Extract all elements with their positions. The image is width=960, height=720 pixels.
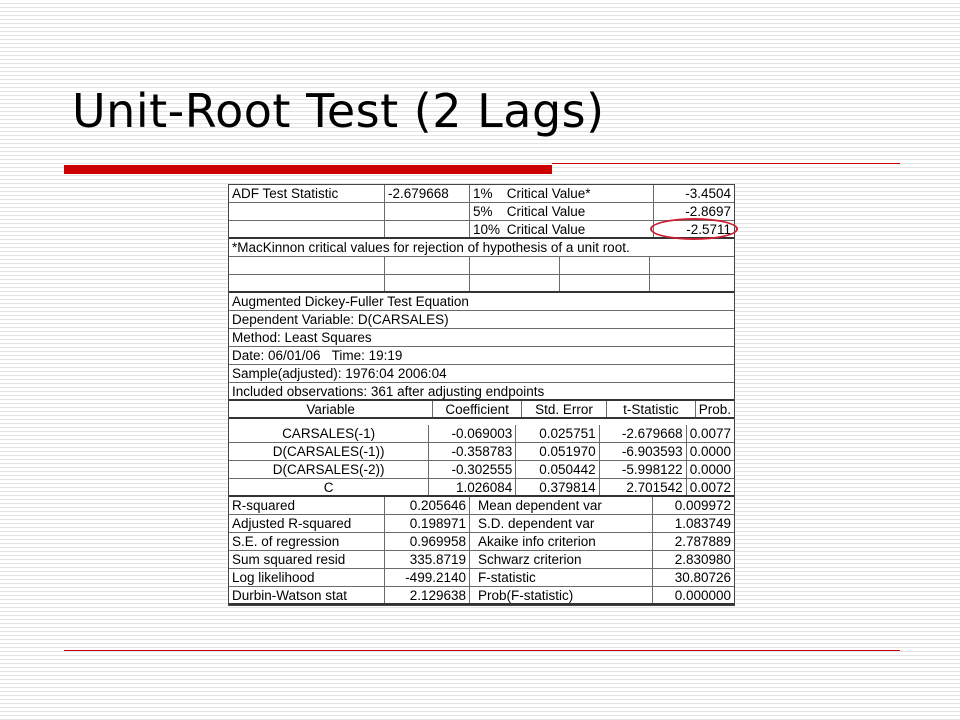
included-observations: Included observations: 361 after adjusting endpoints [229,383,734,401]
column-header: Variable [229,401,433,417]
critical-label-1 [470,185,654,202]
eviews-output-table [228,184,735,606]
blank-row [229,257,734,275]
column-header: Std. Error [522,401,607,417]
blank-row [229,275,734,293]
stats-row: Durbin-Watson stat 2.129638 Prob(F-statistic) 0.000000 [229,587,734,605]
stats-row: S.E. of regression 0.969958 Akaike info criterion 2.787889 [229,533,734,551]
adf-label: ADF Test Statistic [229,185,385,202]
critical-value-1: -3.4504 [685,186,731,201]
critical-pct: 5% [473,204,493,219]
table-row: C 1.026084 0.379814 2.701542 0.0072 [229,479,734,497]
sample: Sample(adjusted): 1976:04 2006:04 [229,365,734,383]
footer-rule [64,650,900,651]
critical-value-3 [654,221,734,237]
adf-row-1 [229,185,734,203]
column-header: t-Statistic [607,401,696,417]
date-time: Date: 06/01/06 Time: 19:19 [229,347,734,365]
critical-label-3 [470,221,654,237]
slide-title: Unit-Root Test (2 Lags) [72,84,605,138]
coef-header-row [229,401,734,419]
critical-pct: 10% [473,222,501,237]
table-row: CARSALES(-1) -0.069003 0.025751 -2.679668 0.0077 [229,425,734,443]
title-underline-thick [64,165,552,174]
dependent-variable: Dependent Variable: D(CARSALES) [229,311,734,329]
stats-row: R-squared 0.205646 Mean dependent var 0.009972 [229,497,734,515]
method: Method: Least Squares [229,329,734,347]
critical-text: Critical Value [506,204,586,219]
table-row: D(CARSALES(-1)) -0.358783 0.051970 -6.903593 0.0000 [229,443,734,461]
adf-row-2 [229,203,734,221]
adf-row-3 [229,221,734,239]
column-header: Coefficient [433,401,522,417]
adf-value: -2.679668 [385,185,470,202]
title-underline-thin [552,163,900,164]
stats-row: Adjusted R-squared 0.198971 S.D. dependent var 1.083749 [229,515,734,533]
critical-value-2: -2.8697 [685,204,731,219]
equation-title: Augmented Dickey-Fuller Test Equation [229,293,734,311]
critical-pct: 1% [473,186,493,201]
column-header: Prob. [698,402,732,417]
critical-label-2 [470,203,654,220]
critical-value-10pct: -2.5711 [686,222,731,237]
table-row: D(CARSALES(-2)) -0.302555 0.050442 -5.998122 0.0000 [229,461,734,479]
mackinnon-note-row [229,239,734,257]
stats-row: Log likelihood -499.2140 F-statistic 30.80726 [229,569,734,587]
stats-row: Sum squared resid 335.8719 Schwarz criterion 2.830980 [229,551,734,569]
critical-text: Critical Value [506,222,586,237]
mackinnon-note: *MacKinnon critical values for rejection of hypothesis of a unit root. [232,240,630,255]
critical-text: Critical Value* [506,186,591,201]
